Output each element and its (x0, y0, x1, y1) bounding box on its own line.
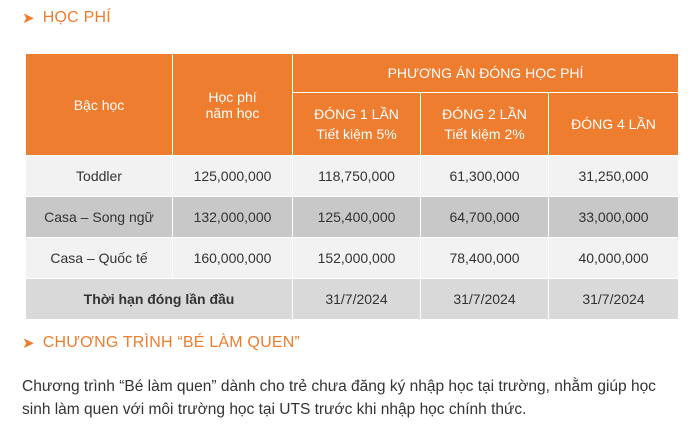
table-row (26, 238, 679, 279)
fees-heading (22, 9, 111, 27)
header-annual-line1: Học phí (208, 88, 257, 105)
arrow-right-icon: ➤ (22, 9, 35, 27)
program-heading-title: CHƯƠNG TRÌNH “BÉ LÀM QUEN” (42, 334, 300, 351)
header-plan-1 (293, 93, 421, 156)
plan-1-note: Tiết kiệm 5% (316, 126, 397, 142)
header-annual-line2: năm học (205, 104, 260, 121)
cell-level: Toddler (26, 156, 173, 197)
header-plan-4 (549, 93, 679, 156)
header-annual-fee (173, 54, 293, 156)
tuition-table (25, 53, 679, 320)
cell-plan-1: 152,000,000 (293, 238, 421, 279)
plan-4-name: ĐÓNG 4 LẦN (571, 116, 656, 132)
table-header-row (26, 54, 679, 93)
plan-1-name: ĐÓNG 1 LẦN (314, 106, 399, 122)
cell-annual: 132,000,000 (173, 197, 293, 238)
plan-2-note: Tiết kiệm 2% (444, 126, 525, 142)
header-plan-2 (421, 93, 549, 156)
arrow-right-icon: ➤ (22, 334, 35, 352)
plan-2-name: ĐÓNG 2 LẦN (442, 106, 527, 122)
cell-plan-2: 61,300,000 (421, 156, 549, 197)
cell-plan-4: 40,000,000 (549, 238, 679, 279)
program-description: Chương trình “Bé làm quen” dành cho trẻ chưa đăng ký nhập học tại trường, nhằm giúp học sinh làm quen với môi trường học tại UTS trước khi nhập học chính thức. (22, 378, 656, 418)
table-row (26, 197, 679, 238)
table-row (26, 156, 679, 197)
cell-plan-4: 31,250,000 (549, 156, 679, 197)
cell-level: Casa – Quốc tế (26, 238, 173, 279)
deadline-plan-4: 31/7/2024 (549, 279, 679, 320)
deadline-plan-2: 31/7/2024 (421, 279, 549, 320)
cell-plan-1: 125,400,000 (293, 197, 421, 238)
header-level: Bậc học (26, 54, 173, 156)
deadline-label: Thời hạn đóng lần đầu (26, 279, 293, 320)
program-heading (22, 334, 300, 352)
cell-plan-4: 33,000,000 (549, 197, 679, 238)
cell-annual: 160,000,000 (173, 238, 293, 279)
cell-annual: 125,000,000 (173, 156, 293, 197)
fees-heading-title: HỌC PHÍ (42, 9, 111, 26)
cell-level: Casa – Song ngữ (26, 197, 173, 238)
deadline-plan-1: 31/7/2024 (293, 279, 421, 320)
deadline-row (26, 279, 679, 320)
cell-plan-2: 78,400,000 (421, 238, 549, 279)
cell-plan-2: 64,700,000 (421, 197, 549, 238)
cell-plan-1: 118,750,000 (293, 156, 421, 197)
header-payment-plans: PHƯƠNG ÁN ĐÓNG HỌC PHÍ (293, 54, 679, 93)
